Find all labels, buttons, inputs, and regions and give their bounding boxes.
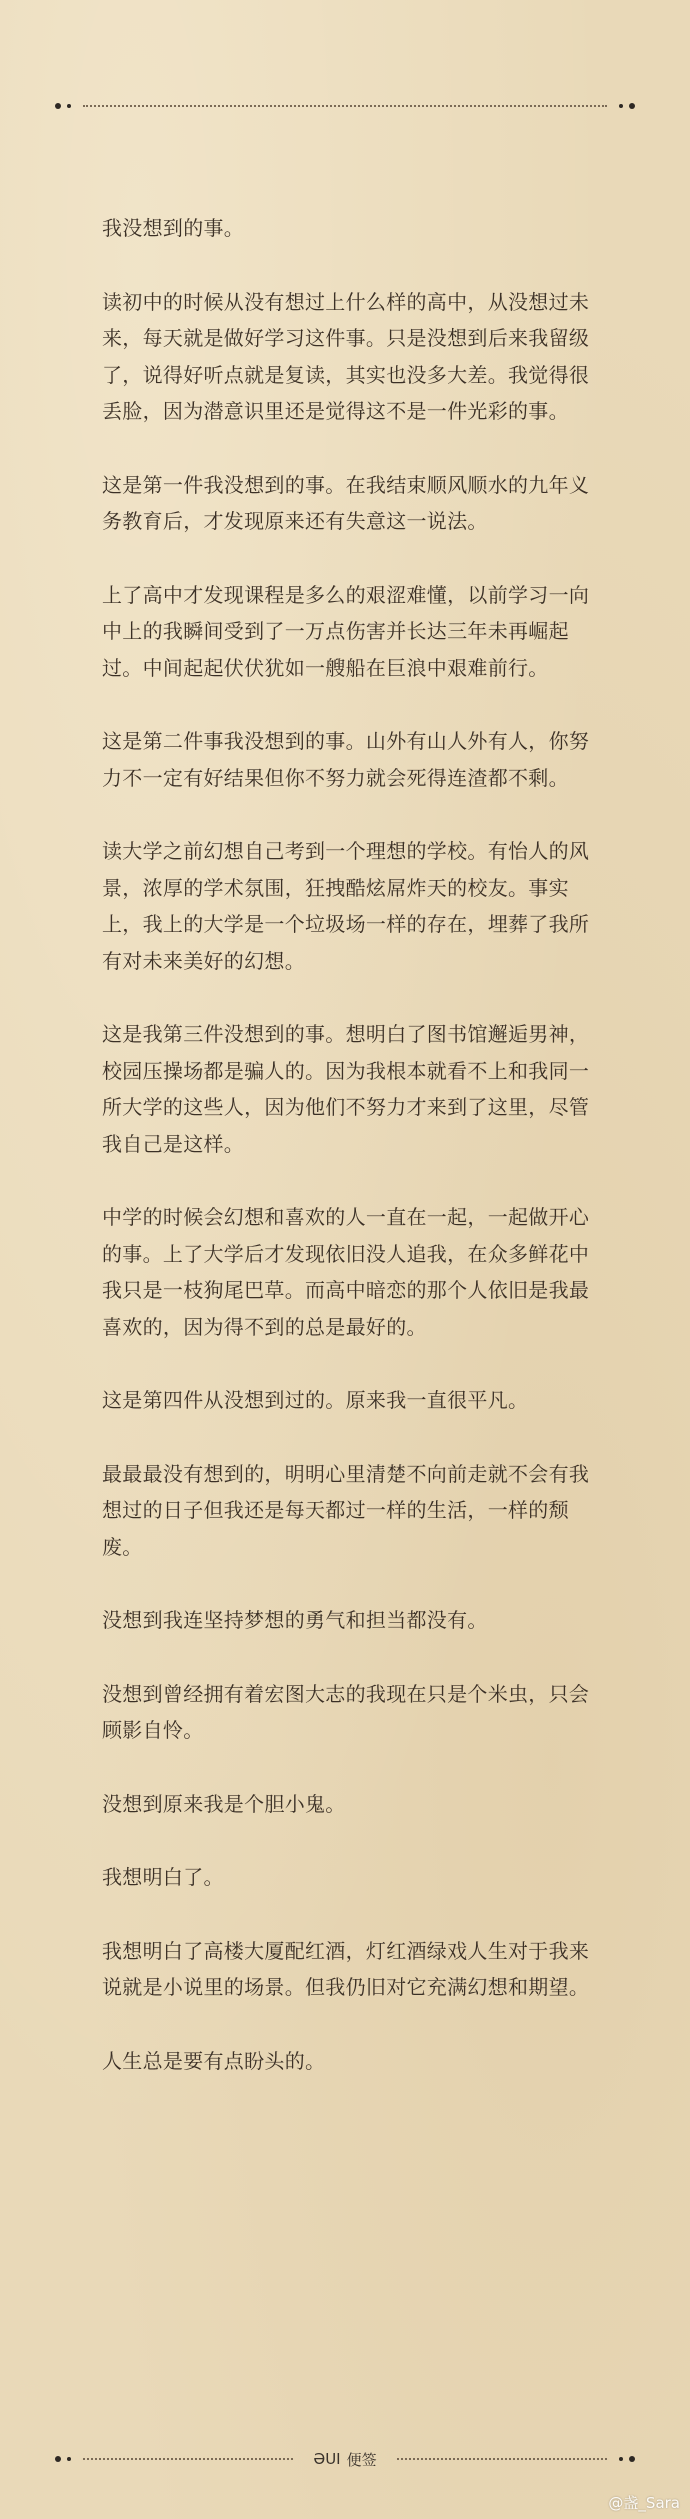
paragraph: 我没想到的事。: [102, 216, 245, 240]
paragraph: 这是第四件从没想到过的。原来我一直很平凡。: [102, 1388, 529, 1412]
border-dot: [55, 103, 61, 109]
logo-mark: ƏUI: [313, 2450, 341, 2468]
border-dot: [629, 103, 635, 109]
paragraph: 上了高中才发现课程是多么的艰涩难懂，以前学习一向中上的我瞬间受到了一万点伤害并长达三年未再崛起过。中间起起伏伏犹如一艘船在巨浪中艰难前行。: [102, 582, 590, 680]
border-dot: [619, 104, 623, 108]
paragraph: 没想到曾经拥有着宏图大志的我现在只是个米虫，只会顾影自怜。: [102, 1681, 590, 1742]
paragraph: 我想明白了高楼大厦配红酒，灯红酒绿戏人生对于我来说就是小说里的场景。但我仍旧对它充满幻想和期望。: [102, 1938, 590, 1999]
paragraph: 没想到我连坚持梦想的勇气和担当都没有。: [102, 1608, 488, 1632]
app-logo: [299, 2449, 390, 2470]
watermark: @盏_Sara: [608, 2494, 680, 2512]
paragraph: 读大学之前幻想自己考到一个理想的学校。有怡人的风景，浓厚的学术氛围，狂拽酷炫屌炸天的校友。事实上，我上的大学是一个垃圾场一样的存在，埋葬了我所有对未来美好的幻想。: [102, 839, 590, 973]
top-decorative-border: [55, 101, 635, 111]
paragraph: 这是第一件我没想到的事。在我结束顺风顺水的九年义务教育后，才发现原来还有失意这一说法。: [102, 472, 590, 533]
paragraph: 中学的时候会幻想和喜欢的人一直在一起，一起做开心的事。上了大学后才发现依旧没人追我，在众多鲜花中我只是一枝狗尾巴草。而高中暗恋的那个人依旧是我最喜欢的，因为得不到的总是最好的。: [102, 1205, 590, 1339]
paragraph: 这是第二件事我没想到的事。山外有山人外有人，你努力不一定有好结果但你不努力就会死得连渣都不剩。: [102, 729, 590, 790]
border-dot: [629, 2456, 635, 2462]
border-dot: [55, 2456, 61, 2462]
dotted-divider: [397, 2458, 607, 2460]
bottom-decorative-border: [55, 2450, 635, 2469]
dotted-divider: [83, 2458, 293, 2460]
note-content: [102, 210, 592, 2116]
paragraph: 最最最没有想到的，明明心里清楚不向前走就不会有我想过的日子但我还是每天都过一样的生活，一样的颓废。: [102, 1461, 590, 1559]
border-dot: [67, 104, 71, 108]
border-dot: [67, 2457, 71, 2461]
dotted-divider: [83, 105, 607, 107]
paragraph: 我想明白了。: [102, 1865, 224, 1889]
border-dot: [619, 2457, 623, 2461]
paragraph: 这是我第三件没想到的事。想明白了图书馆邂逅男神，校园压操场都是骗人的。因为我根本就看不上和我同一所大学的这些人，因为他们不努力才来到了这里，尽管我自己是这样。: [102, 1022, 590, 1156]
paragraph: 没想到原来我是个胆小鬼。: [102, 1791, 346, 1816]
logo-text: 便签: [346, 2450, 377, 2469]
paragraph: 读初中的时候从没有想过上什么样的高中，从没想过未来，每天就是做好学习这件事。只是没想到后来我留级了，说得好听点就是复读，其实也没多大差。我觉得很丢脸，因为潜意识里还是觉得这不是一件光彩的事。: [102, 289, 590, 423]
paragraph: 人生总是要有点盼头的。: [102, 2048, 326, 2073]
